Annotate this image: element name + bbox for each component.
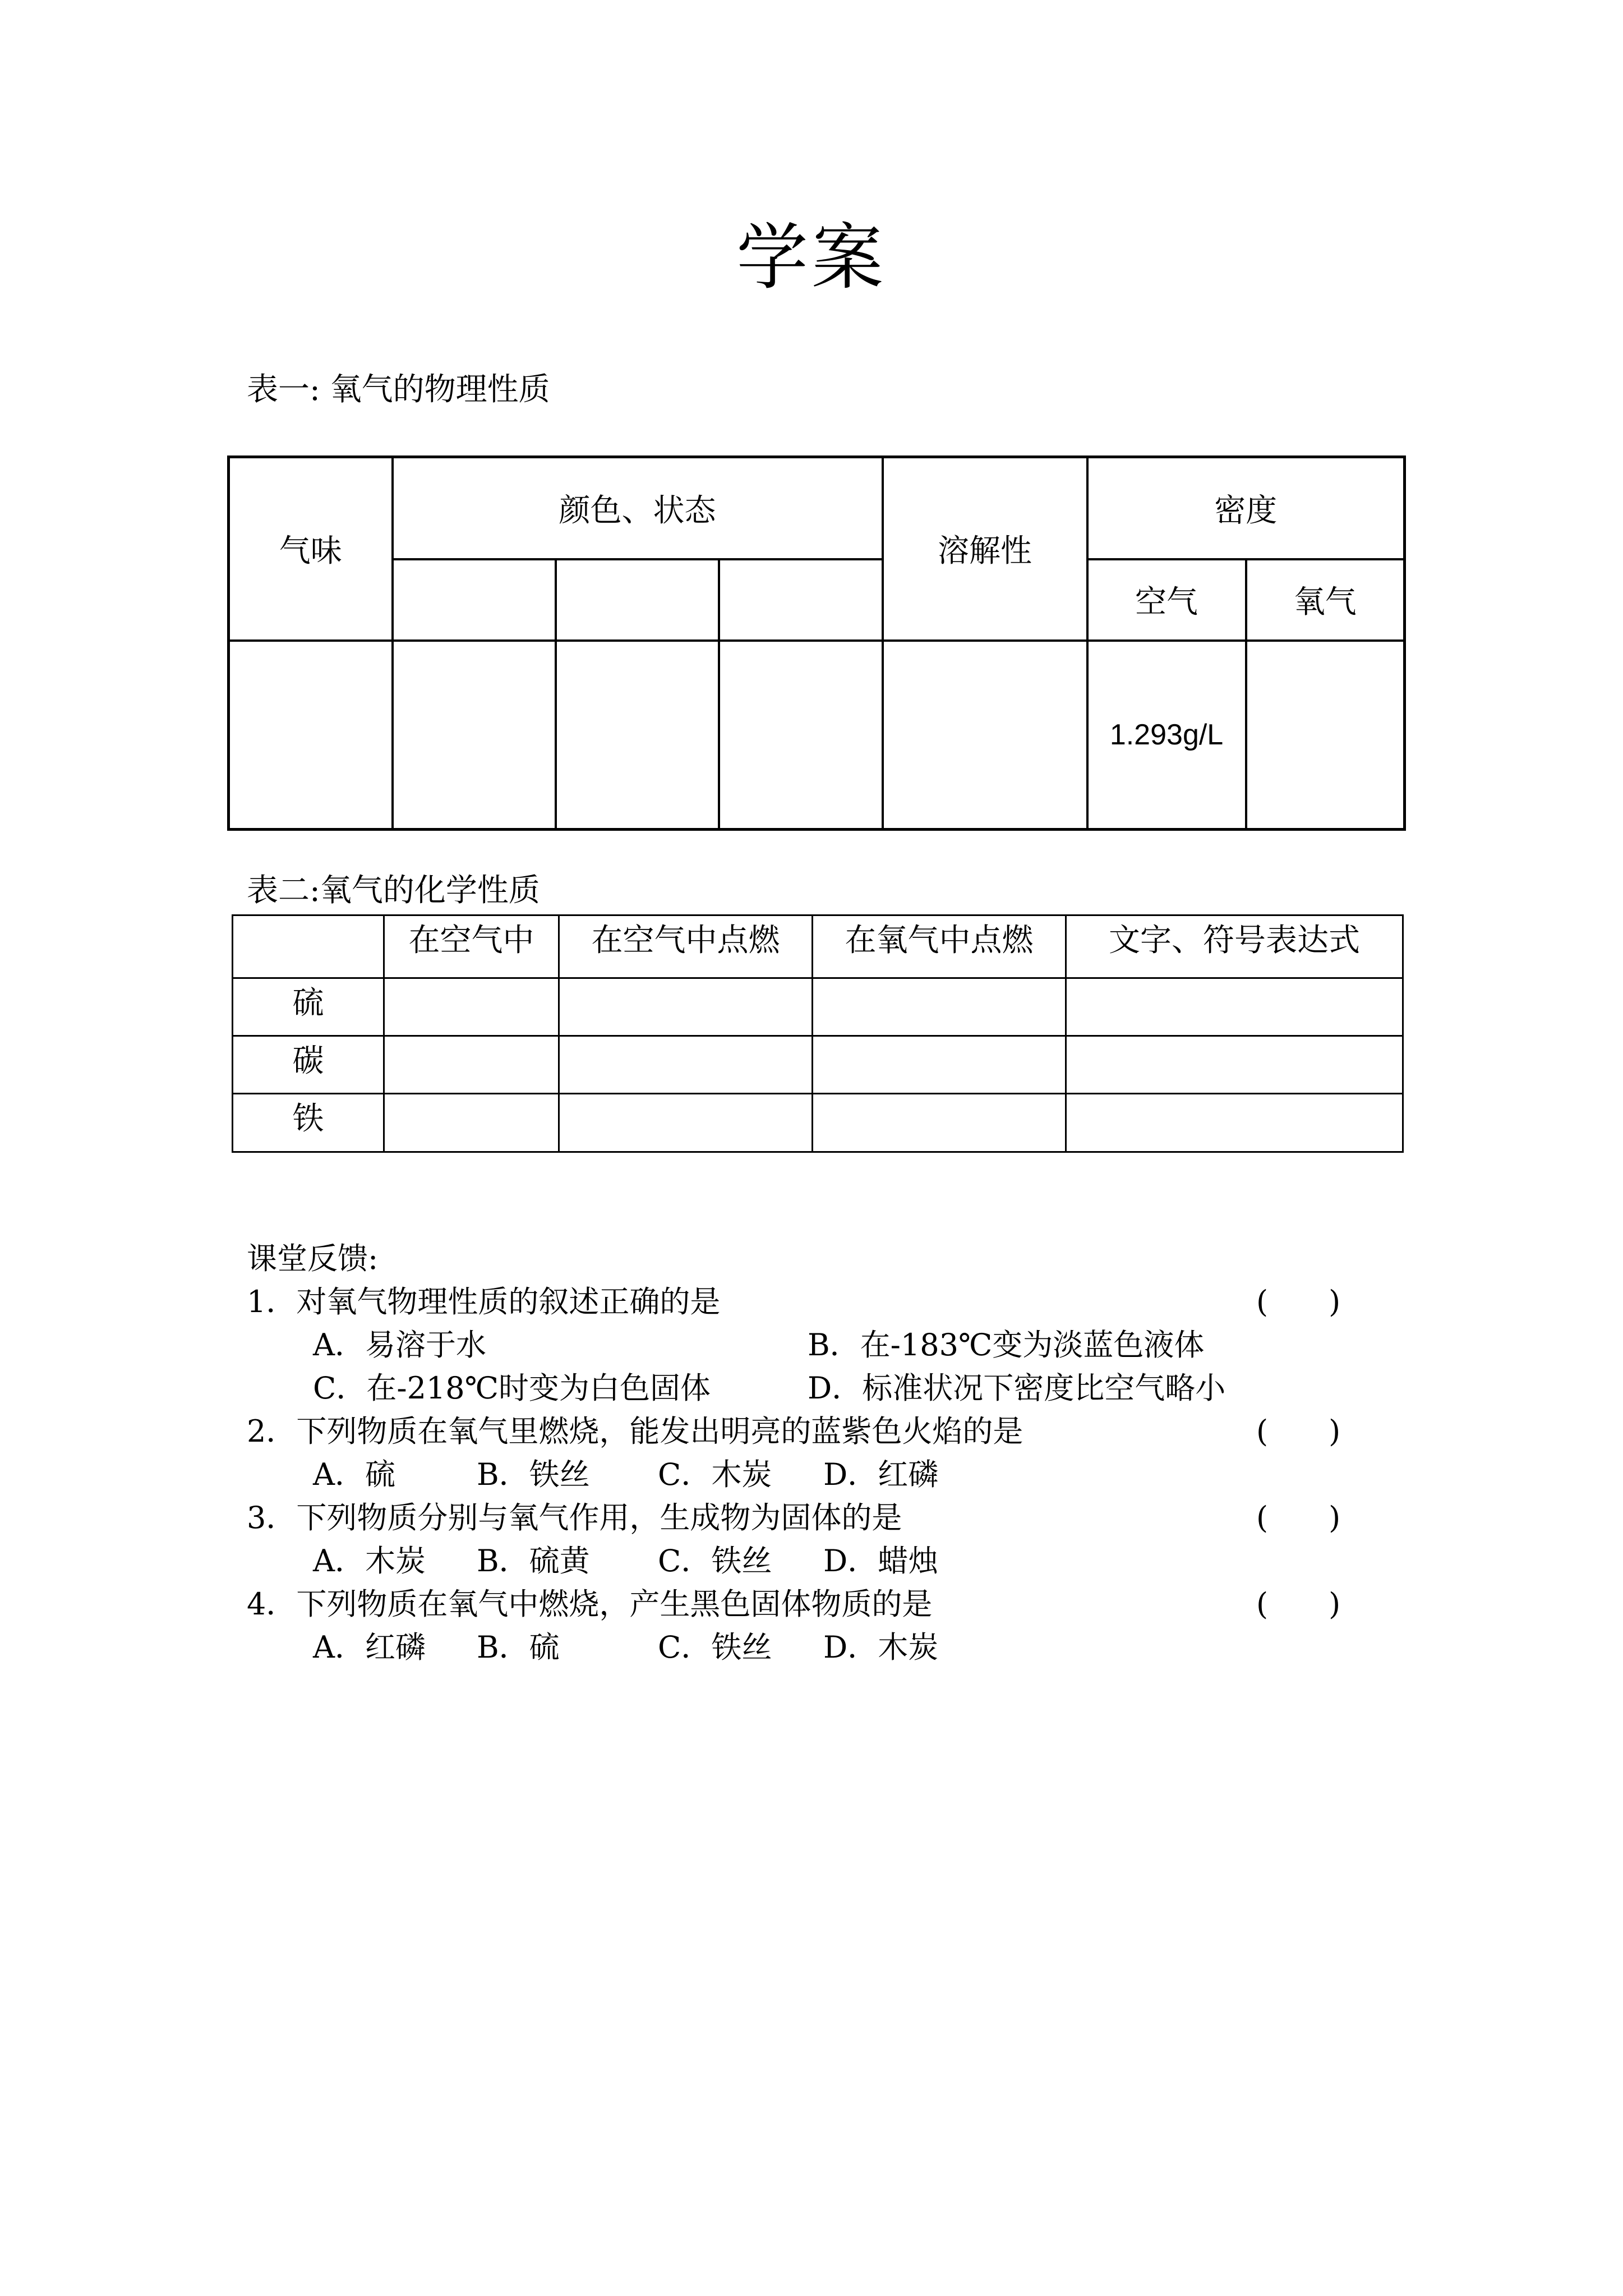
table-cell[interactable] <box>229 641 393 830</box>
table-cell[interactable] <box>393 559 556 641</box>
options-row <box>247 1539 1424 1582</box>
option-c[interactable]: C．木炭 <box>658 1457 772 1492</box>
question-4 <box>247 1582 1424 1626</box>
option-b[interactable]: B．硫黄 <box>477 1543 590 1579</box>
header-color-state: 颜色、状态 <box>393 457 883 559</box>
question-3 <box>247 1496 1424 1539</box>
question-text: 2．下列物质在氧气里燃烧，能发出明亮的蓝紫色火焰的是 <box>247 1414 1023 1449</box>
air-density-value: 1.293g/L <box>1087 641 1246 830</box>
row-label-carbon: 碳 <box>233 1036 384 1094</box>
answer-blank[interactable]: ( ) <box>1256 1284 1341 1319</box>
table-cell[interactable] <box>559 1036 813 1094</box>
table-cell[interactable] <box>393 641 556 830</box>
option-a[interactable]: A．红磷 <box>313 1630 426 1665</box>
table-cell[interactable] <box>1066 1036 1403 1094</box>
table-cell[interactable] <box>559 1094 813 1152</box>
table-cell[interactable] <box>883 641 1087 830</box>
option-c[interactable]: C．铁丝 <box>658 1630 772 1665</box>
header-ignite-in-oxygen: 在氧气中点燃 <box>813 915 1066 978</box>
row-label-iron: 铁 <box>233 1094 384 1152</box>
options-row <box>247 1366 1424 1410</box>
header-expression: 文字、符号表达式 <box>1066 915 1403 978</box>
table-cell[interactable] <box>1066 1094 1403 1152</box>
physical-properties-table <box>227 455 1406 831</box>
option-a[interactable]: A．易溶于水 <box>313 1327 486 1363</box>
page-title: 学案 <box>736 216 887 300</box>
question-text: 3．下列物质分别与氧气作用，生成物为固体的是 <box>247 1500 902 1535</box>
table2-caption: 表二:氧气的化学性质 <box>247 872 540 909</box>
question-2 <box>247 1410 1424 1453</box>
table-cell[interactable] <box>813 1036 1066 1094</box>
table-cell[interactable] <box>719 641 883 830</box>
question-text: 4．下列物质在氧气中燃烧，产生黑色固体物质的是 <box>247 1586 933 1622</box>
options-row <box>247 1626 1424 1669</box>
option-b[interactable]: B．硫 <box>477 1630 560 1665</box>
answer-blank[interactable]: ( ) <box>1256 1586 1341 1622</box>
row-label-sulfur: 硫 <box>233 978 384 1036</box>
question-text: 1．对氧气物理性质的叙述正确的是 <box>247 1284 721 1319</box>
answer-blank[interactable]: ( ) <box>1256 1500 1341 1535</box>
header-in-air: 在空气中 <box>384 915 559 978</box>
option-b[interactable]: B．铁丝 <box>477 1457 590 1492</box>
option-d[interactable]: D．木炭 <box>823 1630 939 1665</box>
options-row <box>247 1453 1424 1496</box>
option-c[interactable]: C．铁丝 <box>658 1543 772 1579</box>
header-density: 密度 <box>1087 457 1405 559</box>
table-cell[interactable] <box>384 978 559 1036</box>
option-d[interactable]: D．红磷 <box>823 1457 939 1492</box>
chemical-properties-table <box>232 914 1404 1153</box>
table-cell[interactable] <box>813 1094 1066 1152</box>
table-cell[interactable] <box>384 1036 559 1094</box>
feedback-heading: 课堂反馈: <box>247 1241 379 1276</box>
table-cell[interactable] <box>556 641 719 830</box>
option-a[interactable]: A．硫 <box>313 1457 395 1492</box>
options-row <box>247 1323 1424 1366</box>
option-a[interactable]: A．木炭 <box>313 1543 426 1579</box>
classroom-feedback <box>247 1237 1424 1669</box>
header-empty <box>233 915 384 978</box>
header-odor: 气味 <box>229 457 393 641</box>
answer-blank[interactable]: ( ) <box>1256 1414 1341 1449</box>
table-cell[interactable] <box>813 978 1066 1036</box>
table-cell[interactable] <box>556 559 719 641</box>
table-cell[interactable] <box>1246 641 1405 830</box>
header-oxygen: 氧气 <box>1246 559 1405 641</box>
table-cell[interactable] <box>559 978 813 1036</box>
table1-caption: 表一: 氧气的物理性质 <box>247 371 550 408</box>
option-b[interactable]: B．在-183℃变为淡蓝色液体 <box>808 1327 1205 1363</box>
option-c[interactable]: C．在-218℃时变为白色固体 <box>313 1370 711 1406</box>
question-1 <box>247 1280 1424 1323</box>
header-ignite-in-air: 在空气中点燃 <box>559 915 813 978</box>
option-d[interactable]: D．蜡烛 <box>823 1543 939 1579</box>
header-solubility: 溶解性 <box>883 457 1087 641</box>
table-cell[interactable] <box>384 1094 559 1152</box>
table-cell[interactable] <box>1066 978 1403 1036</box>
option-d[interactable]: D．标准状况下密度比空气略小 <box>808 1370 1226 1406</box>
header-air: 空气 <box>1087 559 1246 641</box>
table-cell[interactable] <box>719 559 883 641</box>
